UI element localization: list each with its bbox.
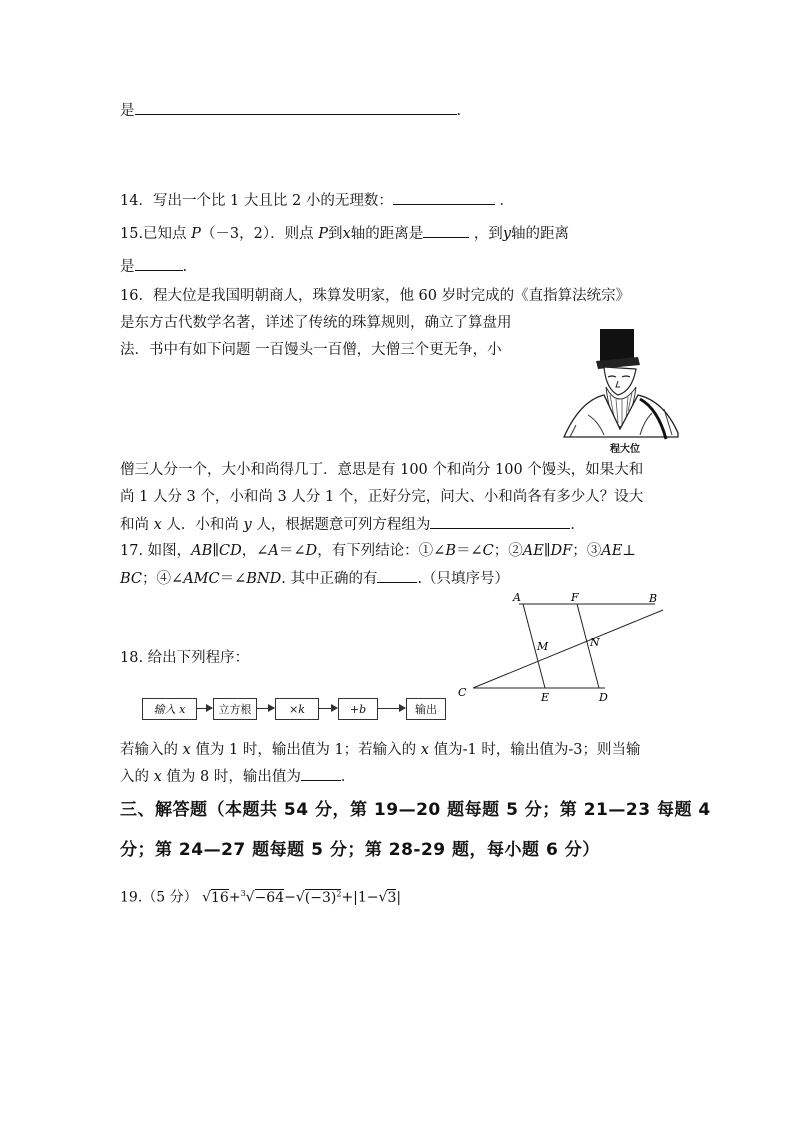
answer-blank[interactable] bbox=[301, 766, 341, 781]
label-A: A bbox=[513, 591, 521, 604]
section-3-heading-line1: 三、解答题（本题共 54 分，第 19—20 题每题 5 分；第 21—23 每题 4 bbox=[120, 800, 711, 820]
text: ＝∠ bbox=[219, 571, 247, 587]
radicand: −64 bbox=[254, 889, 285, 906]
text: ＝∠ bbox=[456, 543, 483, 559]
label-D: D bbox=[599, 691, 608, 704]
var: AMC bbox=[183, 571, 220, 587]
text: ． bbox=[570, 517, 585, 533]
abs-open: |1− bbox=[353, 889, 379, 906]
var: x bbox=[153, 517, 162, 533]
var: AE bbox=[601, 543, 623, 559]
var: x bbox=[182, 742, 191, 758]
sqrt-3: √3 bbox=[378, 889, 397, 906]
text: ，到 bbox=[473, 226, 503, 242]
var: P bbox=[191, 226, 201, 242]
var: BND bbox=[246, 571, 282, 587]
answer-blank[interactable] bbox=[423, 223, 469, 238]
var: DF bbox=[550, 543, 573, 559]
label-E: E bbox=[541, 691, 550, 704]
text: ；② bbox=[493, 543, 523, 559]
flow-cuberoot-box: 立方根 bbox=[213, 698, 257, 720]
text: ＝∠ bbox=[278, 543, 306, 559]
question-14 bbox=[120, 190, 514, 211]
text: 若输入的 bbox=[120, 742, 183, 758]
cbrt-neg64: √−64 bbox=[245, 889, 285, 906]
operator: − bbox=[284, 889, 296, 906]
sqrt-square: $√(-3)^2$ bbox=[295, 889, 342, 906]
var: x bbox=[153, 769, 162, 785]
question-15 bbox=[120, 223, 569, 244]
question-16-line4: 僧三人分一个，大小和尚得几丁．意思是有 100 个和尚分 100 个馒头，如果大和 bbox=[120, 462, 644, 478]
text: ；③ bbox=[572, 543, 602, 559]
question-16-line6 bbox=[120, 514, 585, 535]
sqrt-16: √16 bbox=[202, 889, 229, 906]
abs-close: | bbox=[396, 889, 402, 906]
var: AB bbox=[191, 543, 213, 559]
text: 轴的距离是 bbox=[350, 226, 424, 242]
geometry-figure bbox=[455, 590, 675, 705]
text: 入的 bbox=[120, 769, 154, 785]
text: . 其中正确的有 bbox=[281, 571, 378, 587]
question-16-line3: 法．书中有如下问题 一百馒头一百僧，大僧三个更无争，小 bbox=[120, 342, 502, 358]
section-3-heading-line2: 分；第 24—27 题每题 5 分；第 28-29 题，每小题 6 分） bbox=[120, 840, 600, 860]
question-17-line1 bbox=[120, 541, 636, 561]
operator: + bbox=[341, 889, 354, 906]
flow-add-box: +b bbox=[338, 698, 378, 720]
var: B bbox=[445, 543, 456, 559]
question-18-line1 bbox=[120, 740, 640, 760]
portrait-cheng-dawei bbox=[560, 325, 690, 455]
flow-arrow bbox=[319, 708, 337, 709]
operator: + bbox=[228, 889, 241, 906]
label-F: F bbox=[571, 591, 579, 604]
text: 15.已知点 bbox=[120, 226, 192, 242]
text: ． bbox=[340, 769, 356, 785]
text: ∥ bbox=[543, 543, 551, 559]
question-16-line2: 是东方古代数学名著，详述了传统的珠算规则，确立了算盘用 bbox=[120, 315, 512, 331]
label-N: N bbox=[590, 636, 600, 649]
text: 是 bbox=[120, 259, 135, 275]
var: y bbox=[243, 517, 252, 533]
question-19-label: 19.（5 分） bbox=[120, 889, 198, 906]
var: C bbox=[482, 543, 494, 559]
text: 人，根据题意可列方程组为 bbox=[251, 517, 431, 533]
var: P bbox=[318, 226, 329, 242]
text: ⊥ bbox=[622, 543, 636, 559]
text: . bbox=[182, 259, 188, 275]
text: 17. 如图， bbox=[120, 543, 192, 559]
text: 人．小和尚 bbox=[161, 517, 244, 533]
answer-blank[interactable] bbox=[135, 256, 183, 271]
question-17-line2 bbox=[120, 568, 509, 589]
radicand: 3 bbox=[387, 889, 397, 906]
var: CD bbox=[219, 543, 242, 559]
portrait-caption: 程大位 bbox=[610, 444, 640, 455]
question-18-line2 bbox=[120, 766, 355, 787]
text: ∥ bbox=[212, 543, 220, 559]
var: y bbox=[502, 226, 512, 242]
exponent: 2 bbox=[336, 889, 342, 898]
label-M: M bbox=[537, 640, 549, 653]
portrait-image bbox=[560, 325, 690, 455]
question-19 bbox=[120, 884, 401, 908]
flow-arrow bbox=[257, 708, 274, 709]
label-B: B bbox=[649, 592, 658, 605]
radicand: (−3) bbox=[304, 889, 337, 906]
answer-blank[interactable] bbox=[430, 514, 570, 529]
text: ． bbox=[499, 193, 514, 209]
var: D bbox=[305, 543, 318, 559]
text: ，∠ bbox=[241, 543, 269, 559]
var: x bbox=[342, 226, 351, 242]
line-CB bbox=[473, 610, 663, 688]
var: AE bbox=[522, 543, 544, 559]
text: 轴的距离 bbox=[511, 226, 570, 242]
text: 值为-1 时，输出值为-3；则当输 bbox=[428, 742, 641, 758]
flow-output-box: 输出 bbox=[406, 698, 446, 720]
text: ，有下列结论：①∠ bbox=[317, 543, 446, 559]
root-index: 3 bbox=[240, 889, 246, 898]
label-C: C bbox=[458, 686, 467, 699]
answer-blank[interactable] bbox=[377, 568, 417, 583]
question-15-line2 bbox=[120, 256, 187, 277]
var: A bbox=[268, 543, 279, 559]
answer-blank[interactable] bbox=[135, 100, 457, 115]
answer-line-continuation: 是 . bbox=[120, 100, 461, 121]
question-14-text: 14．写出一个比 1 大且比 2 小的无理数： bbox=[120, 193, 393, 209]
question-16-line5: 尚 1 人分 3 个，小和尚 3 人分 1 个，正好分完，问大、小和尚各有多少人？设大 bbox=[120, 489, 644, 505]
flow-input-box: 输入 x bbox=[142, 698, 197, 720]
var: x bbox=[420, 742, 429, 758]
var: BC bbox=[120, 571, 143, 587]
text: 是 bbox=[120, 103, 135, 119]
text: （－3，2）．则点 bbox=[200, 226, 319, 242]
text: 和尚 bbox=[120, 517, 154, 533]
text: 到 bbox=[328, 226, 343, 242]
flow-arrow bbox=[378, 708, 405, 709]
text: 值为 8 时，输出值为 bbox=[161, 769, 301, 785]
answer-blank[interactable] bbox=[393, 190, 495, 205]
radicand: 16 bbox=[211, 889, 229, 906]
text: ；④∠ bbox=[142, 571, 184, 587]
question-16-line1: 16．程大位是我国明朝商人，珠算发明家，他 60 岁时完成的《直指算法统宗》 bbox=[120, 288, 631, 304]
flow-multiply-box: ×k bbox=[275, 698, 319, 720]
text: .（只填序号） bbox=[417, 571, 510, 587]
program-flowchart bbox=[142, 698, 452, 722]
question-18: 18. 给出下列程序： bbox=[120, 650, 250, 666]
flow-arrow bbox=[197, 708, 212, 709]
text: 值为 1 时，输出值为 1；若输入的 bbox=[190, 742, 421, 758]
